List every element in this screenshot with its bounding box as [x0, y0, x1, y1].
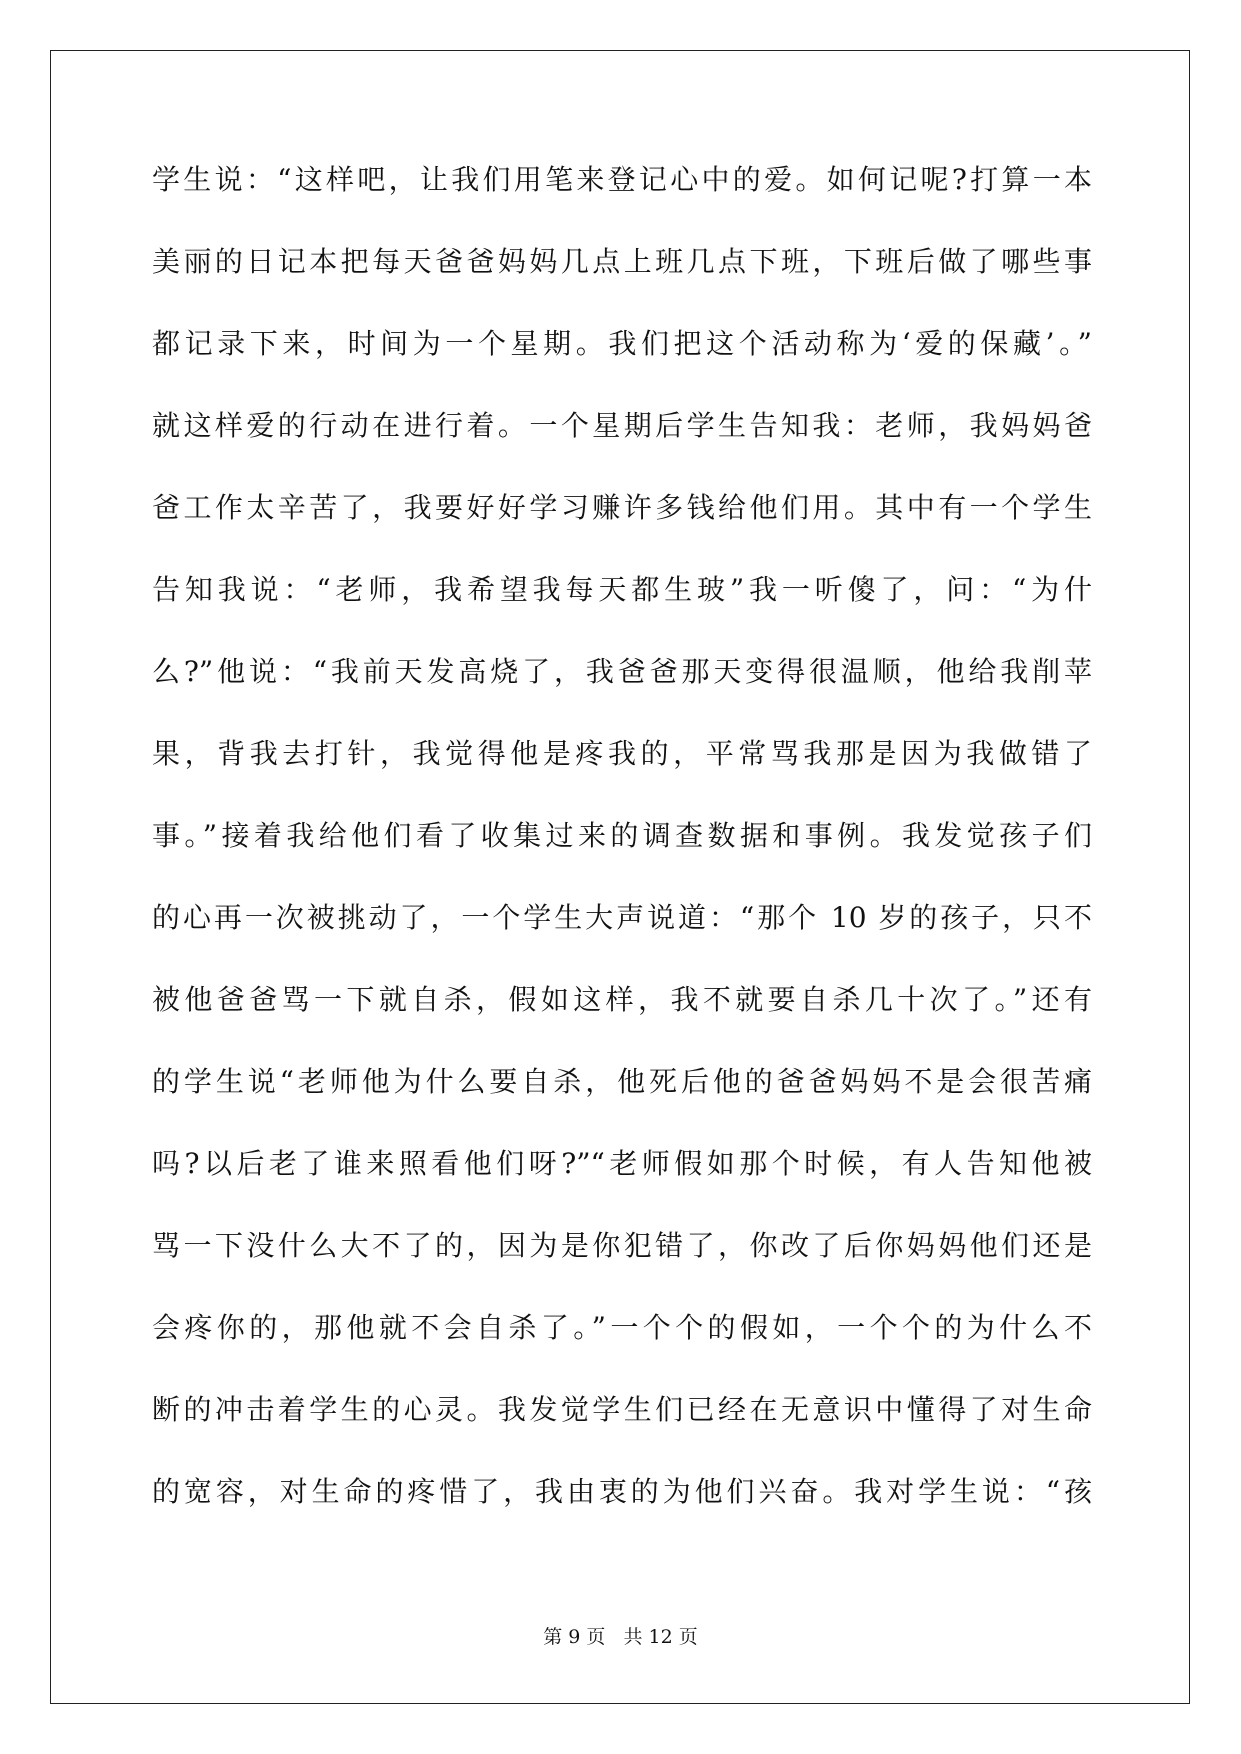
- text-line: 的心再一次被挑动了，一个学生大声说道：“那个 10 岁的孩子，只不: [152, 901, 1092, 934]
- text-line: 么?”他说：“我前天发高烧了，我爸爸那天变得很温顺，他给我削苹: [152, 655, 1092, 688]
- text-line: 告知我说：“老师，我希望我每天都生玻”我一听傻了，问：“为什: [152, 573, 1092, 606]
- text-line: 会疼你的，那他就不会自杀了。”一个个的假如，一个个的为什么不: [152, 1311, 1092, 1344]
- text-line: 爸工作太辛苦了，我要好好学习赚许多钱给他们用。其中有一个学生: [152, 491, 1092, 524]
- text-line: 学生说：“这样吧，让我们用笔来登记心中的爱。如何记呢?打算一本: [152, 163, 1092, 196]
- text-line: 的宽容，对生命的疼惜了，我由衷的为他们兴奋。我对学生说：“孩: [152, 1475, 1092, 1508]
- text-line: 骂一下没什么大不了的，因为是你犯错了，你改了后你妈妈他们还是: [152, 1229, 1092, 1262]
- text-line: 断的冲击着学生的心灵。我发觉学生们已经在无意识中懂得了对生命: [152, 1393, 1092, 1426]
- page-footer: [0, 1622, 1241, 1649]
- text-line: 果，背我去打针，我觉得他是疼我的，平常骂我那是因为我做错了: [152, 737, 1092, 770]
- text-line: 美丽的日记本把每天爸爸妈妈几点上班几点下班，下班后做了哪些事: [152, 245, 1092, 278]
- text-line: 事。”接着我给他们看了收集过来的调查数据和事例。我发觉孩子们: [152, 819, 1092, 852]
- document-body: [152, 160, 1092, 1554]
- page-number: 第 9 页: [543, 1626, 606, 1648]
- total-pages: 共 12 页: [623, 1626, 698, 1648]
- text-line: 就这样爱的行动在进行着。一个星期后学生告知我：老师，我妈妈爸: [152, 409, 1092, 442]
- text-line: 的学生说“老师他为什么要自杀，他死后他的爸爸妈妈不是会很苦痛: [152, 1065, 1092, 1098]
- text-line: 吗?以后老了谁来照看他们呀?”“老师假如那个时候，有人告知他被: [152, 1147, 1092, 1180]
- text-line: 被他爸爸骂一下就自杀，假如这样，我不就要自杀几十次了。”还有: [152, 983, 1092, 1016]
- text-line: 都记录下来，时间为一个星期。我们把这个活动称为‘爱的保藏’。”: [152, 327, 1092, 360]
